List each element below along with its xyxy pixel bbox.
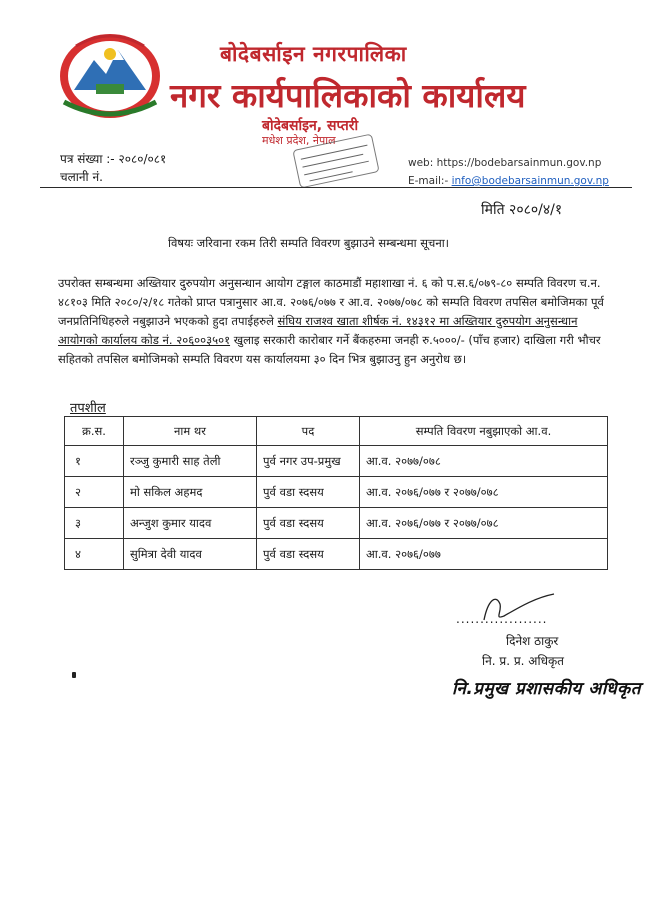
signature-line: ................... bbox=[456, 612, 548, 626]
signatory-title: नि. प्र. प्र. अधिकृत bbox=[482, 654, 565, 668]
cell-post: पुर्व वडा स्दसय bbox=[257, 477, 360, 508]
body-underlined-text: संघिय राजश्व खाता शीर्षक नं. १४३१२ मा अख्तियार दुरुपयोग अनुसन्धान आयोगको कार्यालय कोड नं. २०६००३५०१ bbox=[58, 314, 578, 347]
detail-title: तपशील bbox=[70, 401, 106, 416]
table-row bbox=[65, 539, 608, 570]
web-label: web: bbox=[408, 157, 434, 169]
office-stamp bbox=[290, 128, 382, 194]
col-header-fiscal-year: सम्पति विवरण नबुझाएको आ.व. bbox=[360, 417, 608, 446]
table-row bbox=[65, 477, 608, 508]
table-row bbox=[65, 446, 608, 477]
patra-label: पत्र संख्या :- bbox=[60, 152, 115, 166]
table-row bbox=[65, 508, 608, 539]
cell-name: रञ्जु कुमारी साह तेली bbox=[124, 446, 257, 477]
col-header-post: पद bbox=[257, 417, 360, 446]
cell-serial: १ bbox=[65, 446, 124, 477]
cell-name: सुमित्रा देवी यादव bbox=[124, 539, 257, 570]
contact-block bbox=[408, 154, 609, 190]
letter-subject: विषयः जरिवाना रकम तिरी सम्पति विवरण बुझाउने सम्बन्धमा सूचना। bbox=[168, 236, 450, 250]
header-divider bbox=[40, 187, 632, 188]
cell-serial: ३ bbox=[65, 508, 124, 539]
signatory-handwritten-designation: नि.प्रमुख प्रशासकीय अधिकृत bbox=[452, 679, 641, 699]
scan-speck bbox=[72, 672, 76, 678]
cell-name: मो सकिल अहमद bbox=[124, 477, 257, 508]
cell-fiscal-year: आ.व. २०७७/०७८ bbox=[360, 446, 608, 477]
patra-value: २०८०/०८१ bbox=[118, 152, 167, 166]
office-province: मधेश प्रदेश, नेपाल bbox=[262, 134, 336, 147]
email-label: E-mail:- bbox=[408, 175, 449, 187]
cell-post: पुर्व वडा स्दसय bbox=[257, 508, 360, 539]
body-text-part2: खुलाइ सरकारी कारोबार गर्ने बैंकहरुमा जनही रु.५०००/- (पाँच हजार) दाखिला गरी भौचर सहितको तपसिल बमोजिमको सम्पति विवरण यस कार्यालयमा ३० दिन भित्र बुझाउनु हुन अनुरोध छ। bbox=[58, 333, 601, 366]
office-name: नगर कार्यपालिकाको कार्यालय bbox=[170, 76, 526, 115]
cell-post: पुर्व वडा स्दसय bbox=[257, 539, 360, 570]
chalani-label: चलानी नं. bbox=[60, 170, 103, 184]
col-header-serial: क्र.स. bbox=[65, 417, 124, 446]
signatory-name: दिनेश ठाकुर bbox=[506, 634, 559, 648]
municipality-emblem-logo bbox=[56, 26, 164, 122]
cell-fiscal-year: आ.व. २०७६/०७७ र २०७७/०७८ bbox=[360, 508, 608, 539]
table-header-row bbox=[65, 417, 608, 446]
email-link[interactable]: info@bodebarsainmun.gov.np bbox=[451, 175, 609, 187]
web-link[interactable]: https://bodebarsainmun.gov.np bbox=[436, 157, 602, 169]
col-header-name: नाम थर bbox=[124, 417, 257, 446]
details-table bbox=[64, 416, 608, 570]
cell-fiscal-year: आ.व. २०७६/०७७ bbox=[360, 539, 608, 570]
letter-date: मिति २०८०/४/१ bbox=[481, 202, 563, 218]
cell-post: पुर्व नगर उप-प्रमुख bbox=[257, 446, 360, 477]
reference-block bbox=[60, 150, 166, 186]
letter-body bbox=[58, 274, 610, 369]
body-text-part1: उपरोक्त सम्बन्धमा अख्तियार दुरुपयोग अनुसन्धान आयोग टङ्गाल काठमाडौं महाशाखा नं. ६ को प.स.६/०७९-८० सम्पति विवरण च.न. ४८१०३ मिति २०८०/२/१८ गतेको प्राप्त पत्रानुसार आ.व. २०७६/०७७ र आ.व. २०७७/०७८ को सम्पति विवरण तपसिल बमोजिमका पूर्व जनप्रतिनिधिहरुले नबुझाउने भएकको हुदा तपाईहरुले bbox=[58, 276, 604, 328]
cell-fiscal-year: आ.व. २०७६/०७७ र २०७७/०७८ bbox=[360, 477, 608, 508]
cell-serial: २ bbox=[65, 477, 124, 508]
municipality-name: बोदेबर्साइन नगरपालिका bbox=[220, 42, 407, 66]
cell-name: अन्जुश कुमार यादव bbox=[124, 508, 257, 539]
office-location: बोदेबर्साइन, सप्तरी bbox=[262, 118, 359, 134]
cell-serial: ४ bbox=[65, 539, 124, 570]
